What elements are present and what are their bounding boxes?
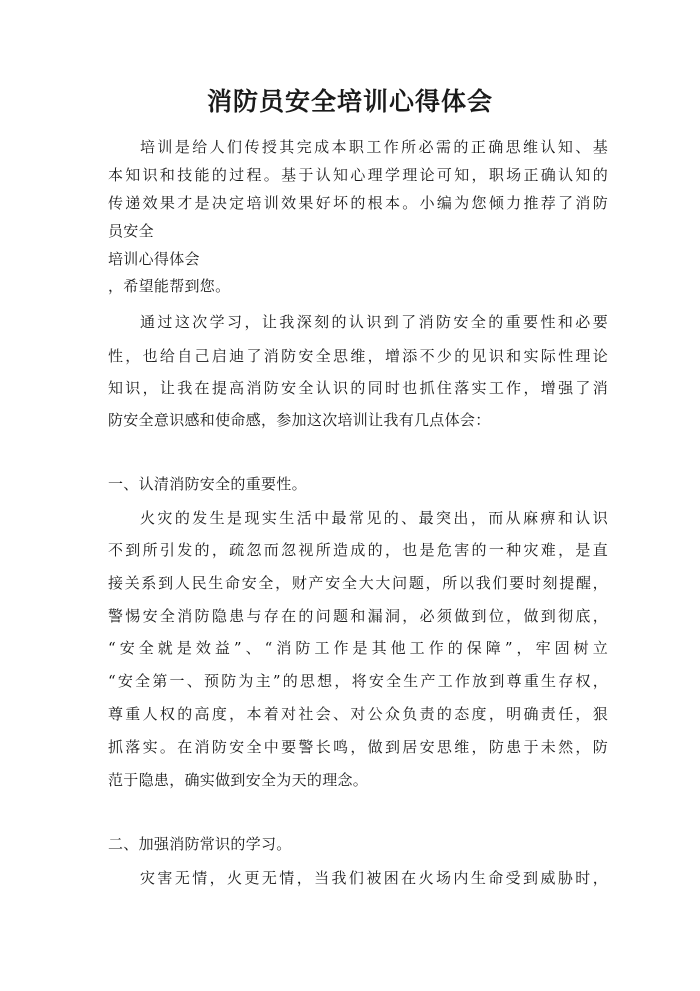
body-line: 传递效果才是决定培训效果好坏的根本。小编为您倾力推荐了消防: [108, 194, 608, 212]
body-line: 火灾的发生是现实生活中最常见的、最突出，而从麻痹和认识: [140, 509, 608, 527]
document-title: 消防员安全培训心得体会: [206, 87, 493, 116]
body-line: “安全第一、预防为主”的思想，将安全生产工作放到尊重生存权，: [108, 672, 608, 690]
body-line: 接关系到人民生命安全，财产安全大大问题，所以我们要时刻提醒，: [108, 574, 608, 592]
body-line: ，希望能帮到您。: [108, 277, 231, 295]
body-line: 防安全意识感和使命感，参加这次培训让我有几点体会：: [108, 411, 491, 429]
body-line: 本知识和技能的过程。基于认知心理学理论可知，职场正确认知的: [108, 166, 608, 184]
body-line: 抓落实。在消防安全中要警长鸣，做到居安思维，防患于未然，防: [108, 738, 608, 756]
section-heading: 二、加强消防常识的学习。: [108, 835, 292, 853]
body-line: 通过这次学习，让我深刻的认识到了消防安全的重要性和必要: [140, 313, 608, 331]
body-line: 培训是给人们传授其完成本职工作所必需的正确思维认知、基: [140, 138, 608, 156]
body-line: 员安全: [108, 222, 154, 240]
body-line: 知识，让我在提高消防安全认识的同时也抓住落实工作，增强了消: [108, 379, 608, 397]
body-line: 范于隐患，确实做到安全为天的理念。: [108, 771, 369, 789]
body-line: 不到所引发的，疏忽而忽视所造成的，也是危害的一种灾难，是直: [108, 541, 608, 559]
body-line: 尊重人权的高度，本着对社会、对公众负责的态度，明确责任，狠: [108, 705, 608, 723]
body-line: “安全就是效益”、“消防工作是其他工作的保障”，牢固树立: [108, 639, 608, 657]
body-line: 性，也给自己启迪了消防安全思维，增添不少的见识和实际性理论: [108, 347, 608, 365]
body-line: 警惕安全消防隐患与存在的问题和漏洞，必须做到位，做到彻底，: [108, 607, 608, 625]
body-line: 灾害无情，火更无情，当我们被困在火场内生命受到威胁时，: [140, 869, 608, 887]
section-heading: 一、认清消防安全的重要性。: [108, 475, 307, 493]
body-line: 培训心得体会: [108, 250, 200, 268]
